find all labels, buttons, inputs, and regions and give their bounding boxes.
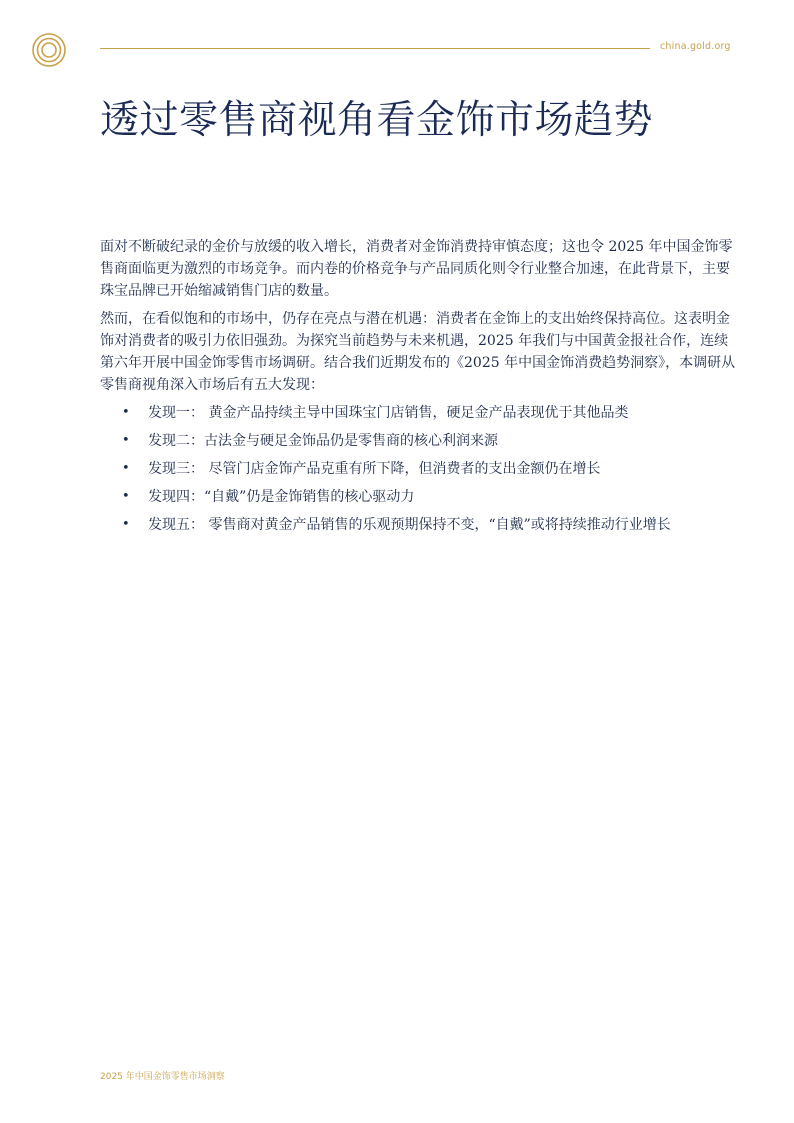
bullet-icon: • (122, 517, 130, 532)
bullet-icon: • (122, 461, 130, 476)
intro-paragraph: 面对不断破纪录的金价与放缓的收入增长，消费者对金饰消费持审慎态度；这也令 2025 年中国金饰零售商面临更为激烈的市场竞争。而内卷的价格竞争与产品同质化则令行业整合加速，在此背景下，主要珠宝品牌已开始缩减销售门店的数量。 (100, 239, 733, 299)
world-gold-council-logo-icon (32, 33, 66, 67)
finding-text: 发现一： 黄金产品持续主导中国珠宝门店销售，硬足金产品表现优于其他品类 (148, 405, 629, 421)
site-url[interactable]: china.gold.org (660, 41, 731, 52)
header-divider (100, 48, 650, 49)
footer-report-title: 2025 年中国金饰零售市场洞察 (100, 1072, 225, 1082)
bullet-icon: • (122, 433, 130, 448)
finding-item-3 (100, 458, 740, 480)
finding-item-4 (100, 486, 740, 508)
findings-list (100, 402, 740, 536)
page-title: 透过零售商视角看金饰市场趋势 (100, 98, 654, 143)
finding-item-2 (100, 430, 740, 452)
finding-item-1 (100, 402, 740, 424)
context-paragraph: 然而，在看似饱和的市场中，仍存在亮点与潜在机遇：消费者在金饰上的支出始终保持高位。这表明金饰对消费者的吸引力依旧强劲。为探究当前趋势与未来机遇，2025 年我们与中国黄金报社合作，连续第六年开展中国金饰零售市场调研。结合我们近期发布的《2025 年中国金饰消费趋势洞察》，本调研从零售商视角深入市场后有五大发现： (100, 311, 736, 393)
finding-item-5 (100, 514, 740, 536)
finding-text: 发现四：“自戴”仍是金饰销售的核心驱动力 (148, 489, 415, 505)
finding-text: 发现三： 尽管门店金饰产品克重有所下降，但消费者的支出金额仍在增长 (148, 461, 601, 477)
finding-text: 发现二：古法金与硬足金饰品仍是零售商的核心利润来源 (148, 433, 498, 449)
main-content (100, 236, 740, 542)
finding-text: 发现五： 零售商对黄金产品销售的乐观预期保持不变，“自戴”或将持续推动行业增长 (148, 517, 671, 533)
bullet-icon: • (122, 405, 130, 420)
bullet-icon: • (122, 489, 130, 504)
